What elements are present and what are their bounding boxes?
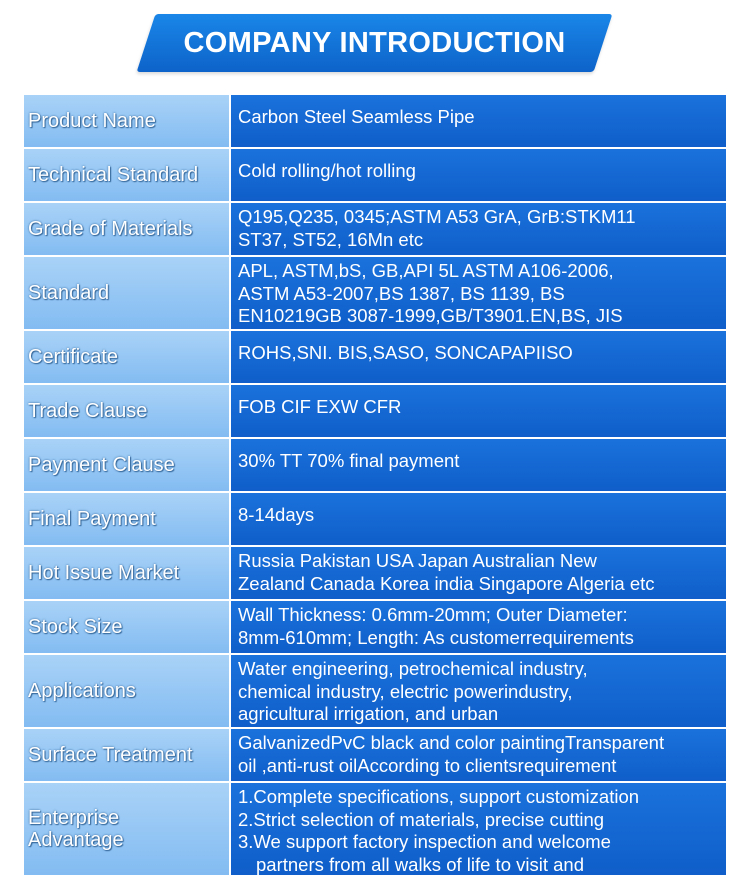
row-label: Certificate: [24, 331, 229, 383]
row-value: Carbon Steel Seamless Pipe: [231, 95, 726, 147]
row-label: Payment Clause: [24, 439, 229, 491]
row-value: Wall Thickness: 0.6mm-20mm; Outer Diameter: 8mm-610mm; Length: As customerrequirements: [231, 601, 726, 653]
row-label: Applications: [24, 655, 229, 727]
row-label: Product Name: [24, 95, 229, 147]
row-value: Russia Pakistan USA Japan Australian New Zealand Canada Korea india Singapore Algeria etc: [231, 547, 726, 599]
row-value: APL, ASTM,bS, GB,API 5L ASTM A106-2006, ASTM A53-2007,BS 1387, BS 1139, BS EN10219GB 3087-1999,GB/T3901.EN,BS, JIS: [231, 257, 726, 329]
row-value: ROHS,SNI. BIS,SASO, SONCAPAPIISO: [231, 331, 726, 383]
row-label: Stock Size: [24, 601, 229, 653]
row-value: 30% TT 70% final payment: [231, 439, 726, 491]
row-value: GalvanizedPvC black and color paintingTransparent oil ,anti-rust oilAccording to clientsrequirement: [231, 729, 726, 781]
row-value: FOB CIF EXW CFR: [231, 385, 726, 437]
row-label: Technical Standard: [24, 149, 229, 201]
row-value: Q195,Q235, 0345;ASTM A53 GrA, GrB:STKM11 ST37, ST52, 16Mn etc: [231, 203, 726, 255]
row-value: Cold rolling/hot rolling: [231, 149, 726, 201]
row-value: 8-14days: [231, 493, 726, 545]
page-title: COMPANY INTRODUCTION: [183, 26, 566, 59]
row-label: Surface Treatment: [24, 729, 229, 781]
header: [0, 0, 750, 90]
row-value: Water engineering, petrochemical industry, chemical industry, electric powerindustry, agricultural irrigation, and urban: [231, 655, 726, 727]
row-label: Final Payment: [24, 493, 229, 545]
row-label: Standard: [24, 257, 229, 329]
row-label: Grade of Materials: [24, 203, 229, 255]
row-label: Enterprise Advantage: [24, 783, 229, 875]
row-label: Trade Clause: [24, 385, 229, 437]
row-label: Hot Issue Market: [24, 547, 229, 599]
row-value: 1.Complete specifications, support customization 2.Strict selection of materials, precise cutting 3.We support factory inspection and welcome partners from all walks of life to visit and: [231, 783, 726, 875]
spec-table: [24, 95, 726, 875]
